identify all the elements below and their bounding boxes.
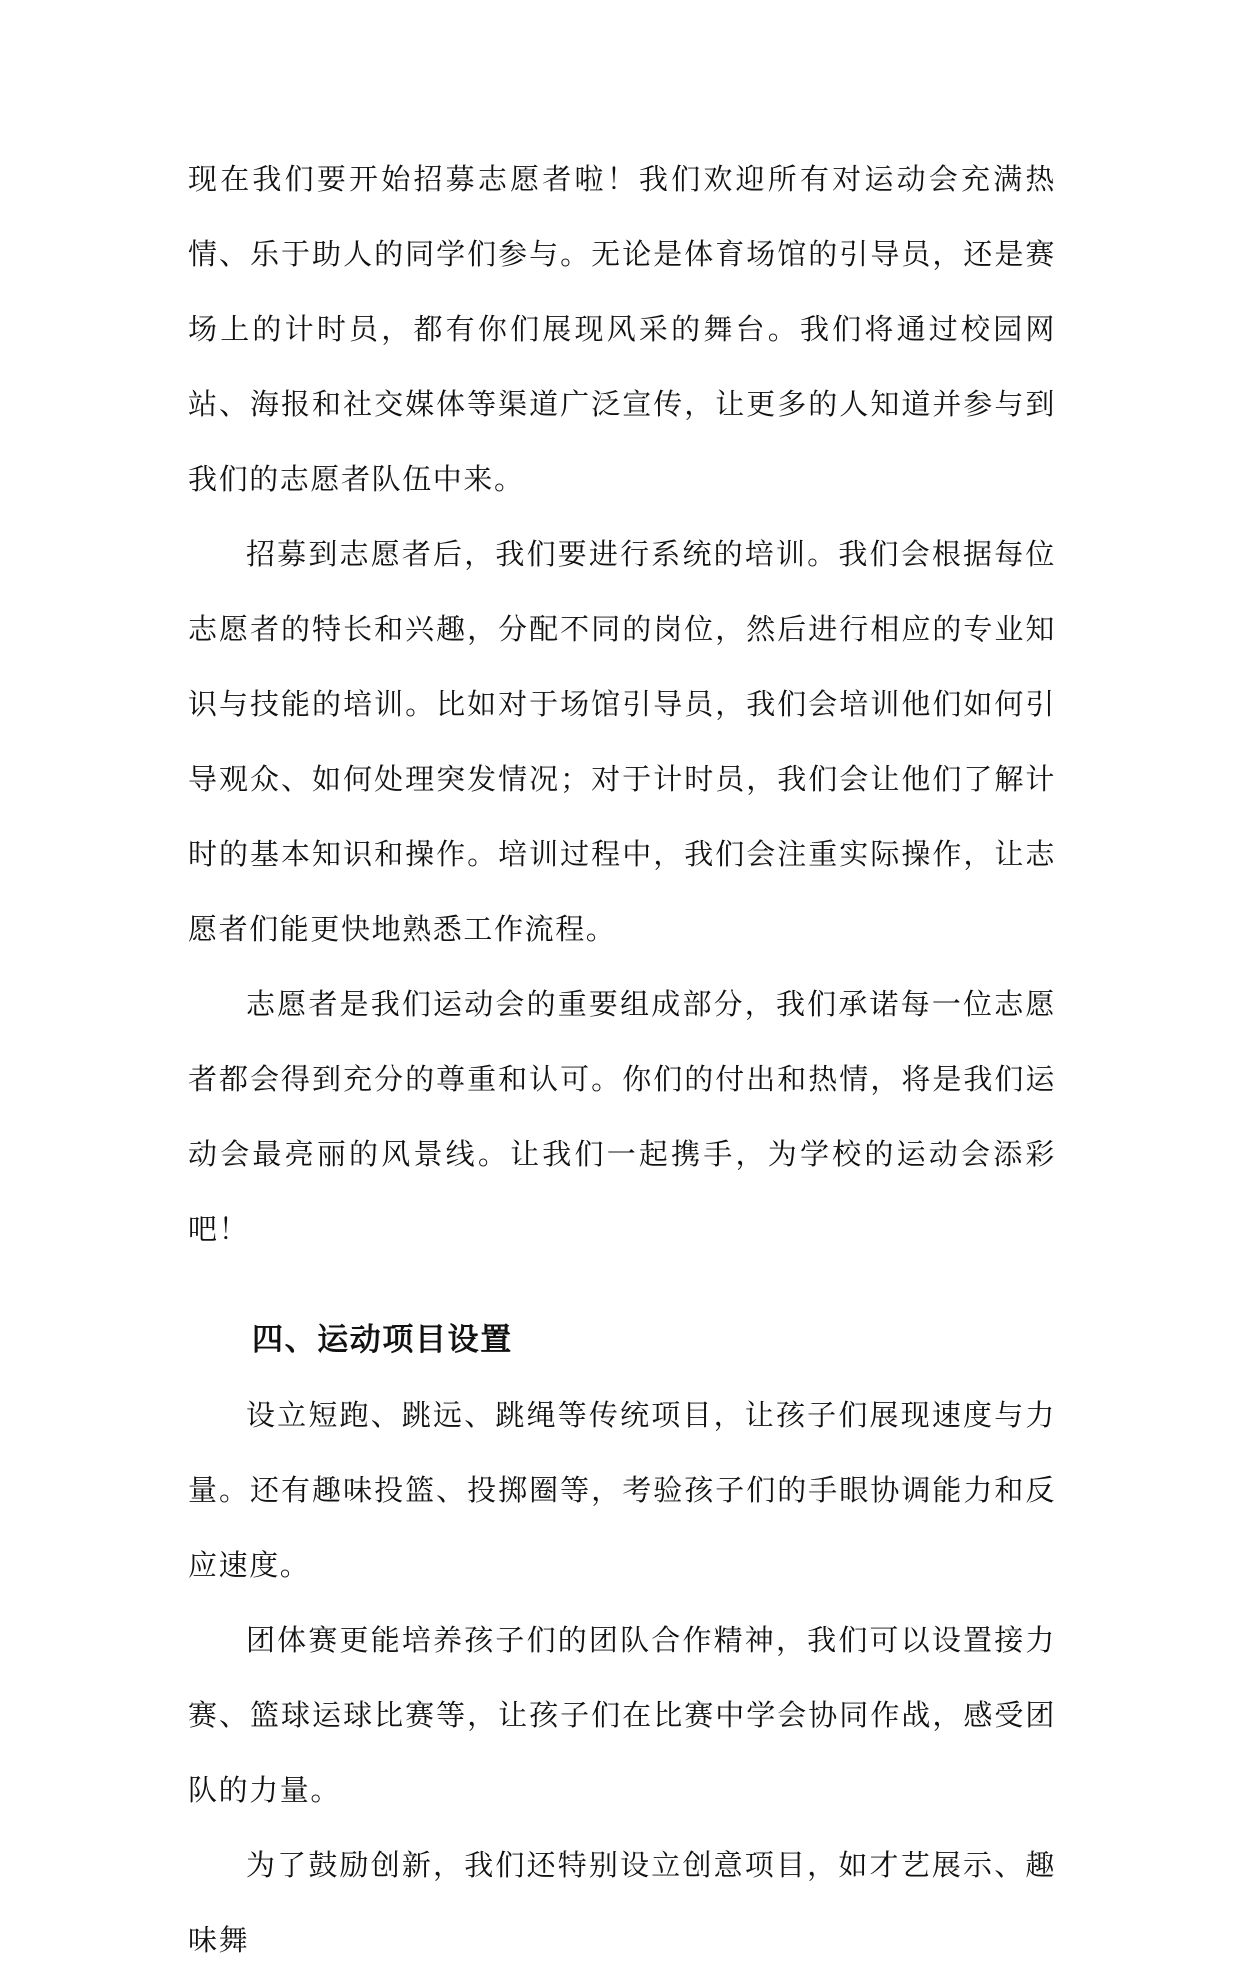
paragraph-volunteer-commitment: 志愿者是我们运动会的重要组成部分，我们承诺每一位志愿者都会得到充分的尊重和认可。你们的付出和热情，将是我们运动会最亮丽的风景线。让我们一起携手，为学校的运动会添彩吧！: [188, 987, 1056, 1246]
paragraph-traditional-events: 设立短跑、跳远、跳绳等传统项目，让孩子们展现速度与力量。还有趣味投篮、投掷圈等，考验孩子们的手眼协调能力和反应速度。: [188, 1398, 1056, 1582]
paragraph-volunteer-recruitment: 现在我们要开始招募志愿者啦！我们欢迎所有对运动会充满热情、乐于助人的同学们参与。无论是体育场馆的引导员，还是赛场上的计时员，都有你们展现风采的舞台。我们将通过校园网站、海报和社交媒体等渠道广泛宣传，让更多的人知道并参与到我们的志愿者队伍中来。: [188, 162, 1056, 496]
paragraph-creative-events: 为了鼓励创新，我们还特别设立创意项目，如才艺展示、趣味舞: [188, 1848, 1056, 1957]
paragraph-volunteer-training: 招募到志愿者后，我们要进行系统的培训。我们会根据每位志愿者的特长和兴趣，分配不同的岗位，然后进行相应的专业知识与技能的培训。比如对于场馆引导员，我们会培训他们如何引导观众、如何处理突发情况；对于计时员，我们会让他们了解计时的基本知识和操作。培训过程中，我们会注重实际操作，让志愿者们能更快地熟悉工作流程。: [188, 537, 1056, 946]
paragraph-team-events: 团体赛更能培养孩子们的团队合作精神，我们可以设置接力赛、篮球运球比赛等，让孩子们在比赛中学会协同作战，感受团队的力量。: [188, 1623, 1056, 1807]
document-body: [188, 142, 1056, 1978]
section-heading-sports-events: 四、运动项目设置: [252, 1322, 513, 1358]
